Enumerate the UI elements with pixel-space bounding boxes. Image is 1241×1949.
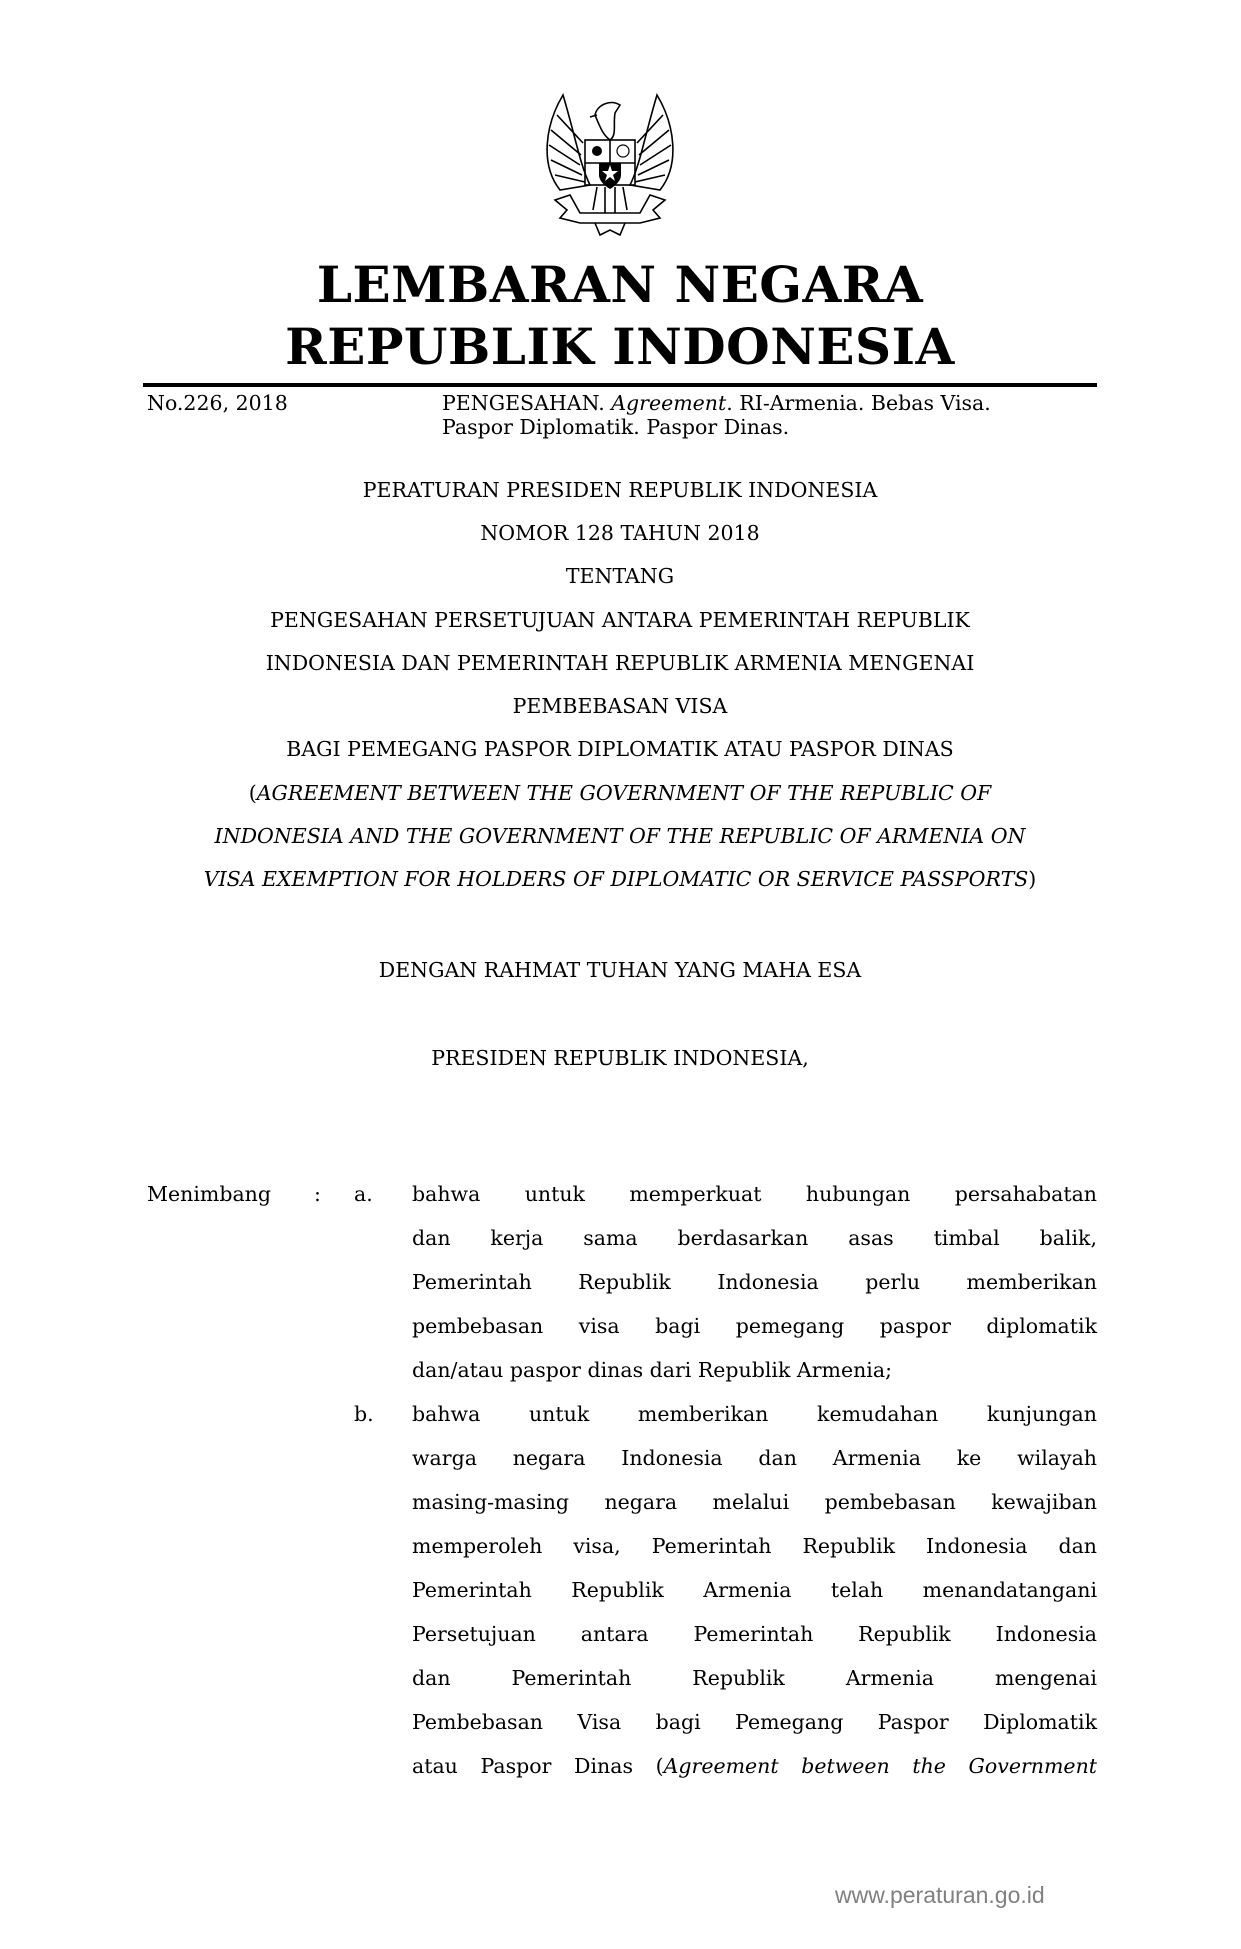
invocation: DENGAN RAHMAT TUHAN YANG MAHA ESA	[378, 958, 862, 982]
english-title-text3: VISA EXEMPTION FOR HOLDERS OF DIPLOMATIC OR SERVICE PASSPORTS	[203, 867, 1029, 891]
garuda-emblem-icon	[535, 85, 685, 240]
considering-label: Menimbang	[147, 1182, 271, 1206]
subject-agreement-italic: Agreement	[611, 391, 727, 415]
gazette-number: No.226, 2018	[147, 391, 288, 415]
consideration-a-line: pembebasan visa bagi pemegang paspor diplomatik	[412, 1314, 1097, 1338]
consideration-b-last-line	[412, 1744, 1097, 1788]
gazette-subject	[442, 391, 1097, 439]
consideration-a-line: dan/atau paspor dinas dari Republik Armenia;	[412, 1358, 892, 1382]
consideration-b-line: Persetujuan antara Pemerintah Republik Indonesia	[412, 1622, 1097, 1646]
english-title-line3	[140, 867, 1100, 891]
considering-colon: :	[314, 1182, 321, 1206]
regulation-subject-line1: PENGESAHAN PERSETUJUAN ANTARA PEMERINTAH REPUBLIK	[270, 608, 970, 632]
masthead-title-line1: LEMBARAN NEGARA	[316, 255, 924, 314]
consideration-a-line: Pemerintah Republik Indonesia perlu memberikan	[412, 1270, 1097, 1294]
english-title-text1: AGREEMENT BETWEEN THE GOVERNMENT OF THE REPUBLIC OF	[256, 781, 992, 805]
consideration-b-marker: b.	[354, 1402, 374, 1426]
regulation-subject-line2: INDONESIA DAN PEMERINTAH REPUBLIK ARMENIA MENGENAI	[265, 651, 975, 675]
english-title-line2: INDONESIA AND THE GOVERNMENT OF THE REPUBLIC OF ARMENIA ON	[214, 824, 1026, 848]
consideration-a-line: bahwa untuk memperkuat hubungan persahabatan	[412, 1182, 1097, 1206]
last-line-italic: Agreement between the Government	[663, 1754, 1098, 1778]
president-heading: PRESIDEN REPUBLIK INDONESIA,	[431, 1046, 809, 1070]
consideration-b-line: Pembebasan Visa bagi Pemegang Paspor Diplomatik	[412, 1710, 1097, 1734]
consideration-b-text	[412, 1392, 1097, 1788]
english-title-line1	[140, 781, 1100, 805]
masthead-divider	[143, 383, 1097, 387]
consideration-b-line: dan Pemerintah Republik Armenia mengenai	[412, 1666, 1097, 1690]
subject-part1: PENGESAHAN.	[442, 391, 612, 415]
consideration-b-line: bahwa untuk memberikan kemudahan kunjungan	[412, 1402, 1097, 1426]
consideration-b-line: Pemerintah Republik Armenia telah menandatangani	[412, 1578, 1097, 1602]
open-paren: (	[248, 781, 257, 805]
footer-website-link[interactable]: www.peraturan.go.id	[835, 1882, 1045, 1908]
subject-part3: . RI-Armenia. Bebas Visa.	[726, 391, 991, 415]
consideration-a-line: dan kerja sama berdasarkan asas timbal balik,	[412, 1226, 1097, 1250]
subject-line2: Paspor Diplomatik. Paspor Dinas.	[442, 415, 790, 439]
consideration-b-line: memperoleh visa, Pemerintah Republik Indonesia dan	[412, 1534, 1097, 1558]
regulation-subject-line4: BAGI PEMEGANG PASPOR DIPLOMATIK ATAU PASPOR DINAS	[286, 737, 954, 761]
close-paren: )	[1028, 867, 1037, 891]
regulation-about-label: TENTANG	[565, 564, 675, 588]
consideration-a-text	[412, 1172, 1097, 1392]
regulation-subject-line3: PEMBEBASAN VISA	[512, 694, 728, 718]
regulation-title: PERATURAN PRESIDEN REPUBLIK INDONESIA	[362, 478, 878, 502]
masthead-title-line2: REPUBLIK INDONESIA	[285, 317, 955, 376]
regulation-number: NOMOR 128 TAHUN 2018	[480, 521, 760, 545]
last-line-plain: atau Paspor Dinas (	[412, 1754, 664, 1778]
consideration-b-line: masing-masing negara melalui pembebasan kewajiban	[412, 1490, 1097, 1514]
consideration-b-line: warga negara Indonesia dan Armenia ke wilayah	[412, 1446, 1097, 1470]
consideration-a-marker: a.	[354, 1182, 373, 1206]
